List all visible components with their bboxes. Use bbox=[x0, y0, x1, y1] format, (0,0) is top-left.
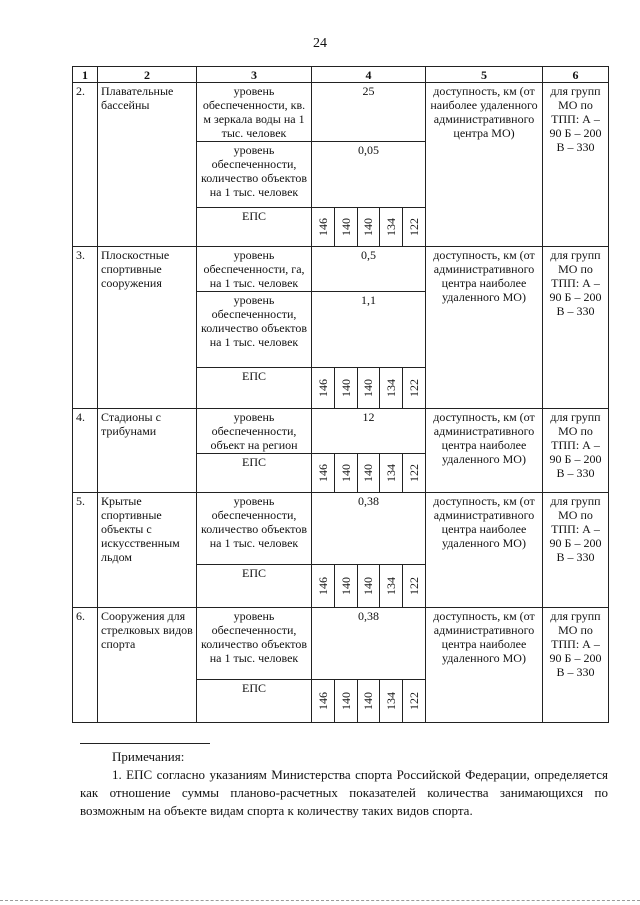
eps-values-group bbox=[312, 368, 425, 408]
access-text: доступность, км (от административного центра наиболее удаленного МО) bbox=[426, 247, 543, 409]
eps-value-cell bbox=[334, 208, 357, 246]
table-row bbox=[73, 247, 609, 292]
eps-value: 122 bbox=[407, 464, 422, 482]
eps-value: 146 bbox=[315, 379, 330, 397]
indicator-value: 0,5 bbox=[312, 247, 426, 292]
notes-section bbox=[80, 743, 608, 820]
groups-text: для групп МО по ТПП: А – 90 Б – 200 В – 330 bbox=[543, 247, 609, 409]
eps-value-cell bbox=[379, 680, 402, 722]
eps-value-cell bbox=[357, 368, 380, 408]
eps-value-cell bbox=[312, 368, 334, 408]
eps-value: 134 bbox=[384, 692, 399, 710]
eps-value-cell bbox=[312, 680, 334, 722]
eps-value-cell bbox=[402, 368, 425, 408]
eps-label: ЕПС bbox=[197, 565, 312, 608]
eps-value: 140 bbox=[338, 379, 353, 397]
header-cell: 3 bbox=[197, 67, 312, 83]
facility-name: Плоскостные спортивные сооружения bbox=[98, 247, 197, 409]
eps-value: 140 bbox=[361, 692, 376, 710]
eps-value: 146 bbox=[315, 577, 330, 595]
eps-values bbox=[312, 454, 426, 493]
row-number: 6. bbox=[73, 608, 98, 723]
eps-values-group bbox=[312, 680, 425, 722]
eps-value: 140 bbox=[338, 218, 353, 236]
access-text: доступность, км (от административного центра наиболее удаленного МО) bbox=[426, 608, 543, 723]
notes-text: 1. ЕПС согласно указаниям Министерства спорта Российской Федерации, определяется как отношение суммы планово-расчетных показателей количества занимающихся по возможным на объекте видам спорта к количеству таких видов спорта. bbox=[80, 767, 608, 818]
header-cell: 1 bbox=[73, 67, 98, 83]
eps-value-cell bbox=[402, 208, 425, 246]
indicator-label: уровень обеспеченности, объект на регион bbox=[197, 409, 312, 454]
eps-value: 134 bbox=[384, 464, 399, 482]
row-number: 3. bbox=[73, 247, 98, 409]
eps-label: ЕПС bbox=[197, 208, 312, 247]
eps-values-group bbox=[312, 208, 425, 246]
table-body bbox=[73, 83, 609, 723]
row-number: 5. bbox=[73, 493, 98, 608]
eps-values-group bbox=[312, 565, 425, 607]
eps-value: 134 bbox=[384, 218, 399, 236]
eps-value-cell bbox=[402, 565, 425, 607]
header-cell: 4 bbox=[312, 67, 426, 83]
eps-value-cell bbox=[402, 680, 425, 722]
indicator-value: 25 bbox=[312, 83, 426, 142]
eps-value-cell bbox=[334, 368, 357, 408]
eps-value-cell bbox=[379, 368, 402, 408]
eps-value-cell bbox=[312, 454, 334, 492]
eps-value: 140 bbox=[361, 379, 376, 397]
eps-value-cell bbox=[357, 680, 380, 722]
notes-divider bbox=[80, 743, 210, 744]
indicator-label: уровень обеспеченности, количество объектов на 1 тыс. человек bbox=[197, 142, 312, 208]
row-number: 2. bbox=[73, 83, 98, 247]
eps-value-cell bbox=[379, 208, 402, 246]
eps-values bbox=[312, 368, 426, 409]
indicator-label: уровень обеспеченности, количество объектов на 1 тыс. человек bbox=[197, 292, 312, 368]
indicator-label: уровень обеспеченности, га, на 1 тыс. человек bbox=[197, 247, 312, 292]
eps-value: 140 bbox=[338, 464, 353, 482]
eps-value-cell bbox=[334, 454, 357, 492]
eps-value-cell bbox=[334, 680, 357, 722]
eps-values-group bbox=[312, 454, 425, 492]
eps-value: 122 bbox=[407, 577, 422, 595]
page-bottom-edge bbox=[0, 900, 640, 901]
eps-value: 140 bbox=[361, 218, 376, 236]
indicator-value: 1,1 bbox=[312, 292, 426, 368]
eps-value: 134 bbox=[384, 379, 399, 397]
table-row bbox=[73, 409, 609, 454]
eps-value-cell bbox=[402, 454, 425, 492]
indicator-label: уровень обеспеченности, количество объектов на 1 тыс. человек bbox=[197, 608, 312, 680]
eps-value: 140 bbox=[338, 692, 353, 710]
indicator-label: уровень обеспеченности, кв. м зеркала воды на 1 тыс. человек bbox=[197, 83, 312, 142]
eps-value-cell bbox=[357, 208, 380, 246]
groups-text: для групп МО по ТПП: А – 90 Б – 200 В – 330 bbox=[543, 409, 609, 493]
groups-text: для групп МО по ТПП: А – 90 Б – 200 В – 330 bbox=[543, 83, 609, 247]
eps-value: 146 bbox=[315, 464, 330, 482]
standards-table bbox=[72, 66, 609, 723]
eps-value: 134 bbox=[384, 577, 399, 595]
eps-value: 140 bbox=[338, 577, 353, 595]
eps-label: ЕПС bbox=[197, 368, 312, 409]
eps-value-cell bbox=[312, 565, 334, 607]
eps-value: 140 bbox=[361, 464, 376, 482]
eps-value-cell bbox=[312, 208, 334, 246]
table-row bbox=[73, 83, 609, 142]
notes-title: Примечания: bbox=[112, 749, 185, 764]
eps-label: ЕПС bbox=[197, 454, 312, 493]
eps-value: 122 bbox=[407, 218, 422, 236]
eps-value-cell bbox=[357, 565, 380, 607]
header-cell: 5 bbox=[426, 67, 543, 83]
eps-values bbox=[312, 208, 426, 247]
indicator-value: 0,38 bbox=[312, 608, 426, 680]
groups-text: для групп МО по ТПП: А – 90 Б – 200 В – 330 bbox=[543, 493, 609, 608]
eps-value-cell bbox=[334, 565, 357, 607]
eps-label: ЕПС bbox=[197, 680, 312, 723]
page-number: 24 bbox=[313, 36, 327, 51]
indicator-label: уровень обеспеченности, количество объектов на 1 тыс. человек bbox=[197, 493, 312, 565]
row-number: 4. bbox=[73, 409, 98, 493]
indicator-value: 12 bbox=[312, 409, 426, 454]
table-row bbox=[73, 493, 609, 565]
facility-name: Сооружения для стрелковых видов спорта bbox=[98, 608, 197, 723]
eps-value-cell bbox=[357, 454, 380, 492]
access-text: доступность, км (от административного центра наиболее удаленного МО) bbox=[426, 409, 543, 493]
facility-name: Крытые спортивные объекты с искусственным льдом bbox=[98, 493, 197, 608]
eps-value: 122 bbox=[407, 692, 422, 710]
eps-value-cell bbox=[379, 565, 402, 607]
eps-value: 140 bbox=[361, 577, 376, 595]
access-text: доступность, км (от наиболее удаленного административного центра МО) bbox=[426, 83, 543, 247]
facility-name: Плавательные бассейны bbox=[98, 83, 197, 247]
groups-text: для групп МО по ТПП: А – 90 Б – 200 В – 330 bbox=[543, 608, 609, 723]
header-cell: 6 bbox=[543, 67, 609, 83]
eps-value: 122 bbox=[407, 379, 422, 397]
eps-value: 146 bbox=[315, 692, 330, 710]
header-cell: 2 bbox=[98, 67, 197, 83]
indicator-value: 0,05 bbox=[312, 142, 426, 208]
table-row bbox=[73, 608, 609, 680]
access-text: доступность, км (от административного центра наиболее удаленного МО) bbox=[426, 493, 543, 608]
eps-value-cell bbox=[379, 454, 402, 492]
eps-values bbox=[312, 565, 426, 608]
eps-values bbox=[312, 680, 426, 723]
eps-value: 146 bbox=[315, 218, 330, 236]
indicator-value: 0,38 bbox=[312, 493, 426, 565]
facility-name: Стадионы с трибунами bbox=[98, 409, 197, 493]
table-header-row bbox=[73, 67, 609, 83]
